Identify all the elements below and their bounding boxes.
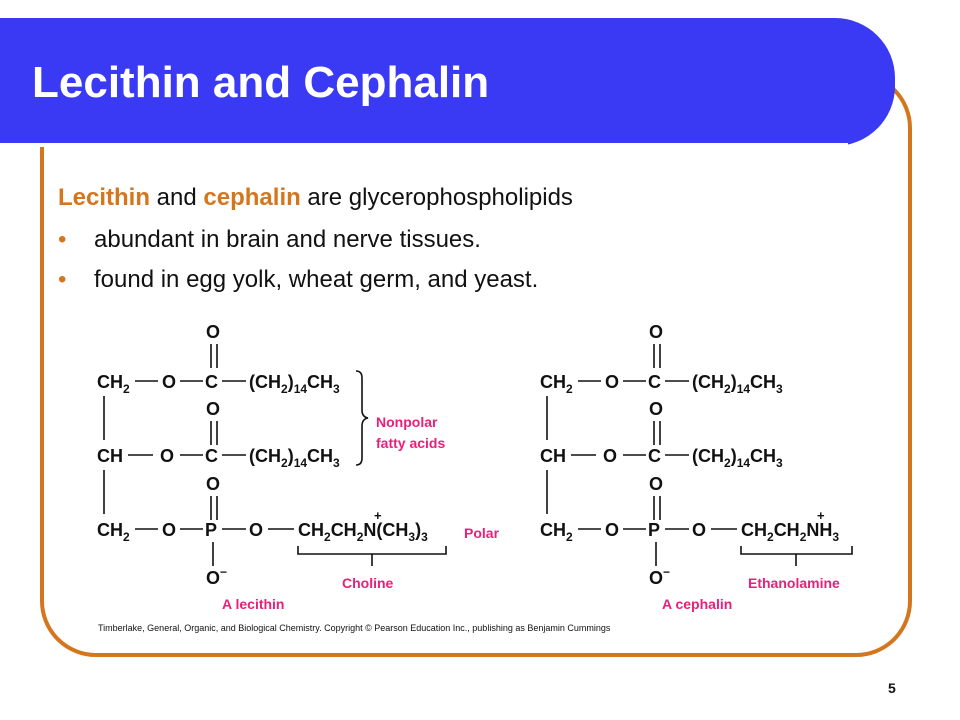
- cephalin-name: A cephalin: [662, 596, 733, 612]
- ester-oxygen: O: [162, 372, 177, 392]
- ch2-group: $CH_2$: [540, 372, 573, 396]
- ester-oxygen: O: [249, 520, 264, 540]
- fatty-acids-label: fatty acids: [376, 435, 446, 451]
- fatty-acid-chain: $(CH_2)_{14}CH_3$: [692, 446, 783, 470]
- fatty-acid-chain: $(CH_2)_{14}CH_3$: [249, 372, 340, 396]
- ester-oxygen: O: [692, 520, 707, 540]
- carbonyl-carbon: C: [648, 372, 661, 392]
- choline-bracket: [298, 546, 446, 566]
- choline-group: $CH_2CH_2N(CH_3)_3$: [298, 520, 428, 544]
- ch2-group: $CH_2$: [97, 372, 130, 396]
- ester-oxygen: O: [605, 372, 620, 392]
- phosphorus-atom: P: [205, 520, 218, 540]
- intro-rest: are glycerophospholipids: [300, 184, 573, 211]
- phosphate-oxygen: O: [206, 474, 221, 494]
- carbonyl-oxygen-2: O: [206, 399, 221, 419]
- carbonyl-oxygen-1: O: [206, 322, 221, 342]
- page-number: 5: [888, 680, 896, 696]
- choline-label: Choline: [342, 575, 394, 591]
- nonpolar-bracket: [356, 371, 368, 465]
- polar-label: Polar: [464, 525, 500, 541]
- carbonyl-oxygen-1: O: [649, 322, 664, 342]
- ch2-group: $CH_2$: [540, 520, 573, 544]
- bullet-marker: •: [58, 266, 67, 293]
- bullet-text: abundant in brain and nerve tissues.: [94, 226, 481, 253]
- lecithin-term: Lecithin: [58, 184, 151, 211]
- ethanolamine-group: $CH_2CH_2NH_3$: [741, 520, 840, 544]
- ethanolamine-bracket: [741, 546, 852, 566]
- lecithin-name: A lecithin: [222, 596, 285, 612]
- cephalin-structure: [540, 322, 852, 612]
- ch-group: CH: [540, 446, 566, 466]
- ester-oxygen: O: [603, 446, 618, 466]
- plus-charge: +: [817, 508, 825, 523]
- carbonyl-carbon: C: [205, 372, 218, 392]
- fatty-acid-chain: $(CH_2)_{14}CH_3$: [249, 446, 340, 470]
- lecithin-structure: [97, 322, 500, 612]
- carbonyl-carbon: C: [648, 446, 661, 466]
- ch-group: CH: [97, 446, 123, 466]
- intro-joiner: and: [150, 184, 204, 211]
- negative-oxygen: O−: [649, 565, 671, 588]
- ch2-group: $CH_2$: [97, 520, 130, 544]
- bullet-marker: •: [58, 226, 67, 253]
- cephalin-term: cephalin: [203, 184, 301, 211]
- ester-oxygen: O: [160, 446, 175, 466]
- plus-charge: +: [374, 508, 382, 523]
- slide-title: Lecithin and Cephalin: [32, 58, 490, 107]
- fatty-acid-chain: $(CH_2)_{14}CH_3$: [692, 372, 783, 396]
- nonpolar-label: Nonpolar: [376, 414, 438, 430]
- phosphate-oxygen: O: [649, 474, 664, 494]
- figure-citation: Timberlake, General, Organic, and Biological Chemistry. Copyright © Pearson Education Inc., publishing as Benjamin Cummings: [98, 623, 611, 633]
- carbonyl-oxygen-2: O: [649, 399, 664, 419]
- negative-oxygen: O−: [206, 565, 228, 588]
- carbonyl-carbon: C: [205, 446, 218, 466]
- ester-oxygen: O: [605, 520, 620, 540]
- ethanolamine-label: Ethanolamine: [748, 575, 840, 591]
- ester-oxygen: O: [162, 520, 177, 540]
- phosphorus-atom: P: [648, 520, 661, 540]
- bullet-text: found in egg yolk, wheat germ, and yeast.: [94, 266, 539, 293]
